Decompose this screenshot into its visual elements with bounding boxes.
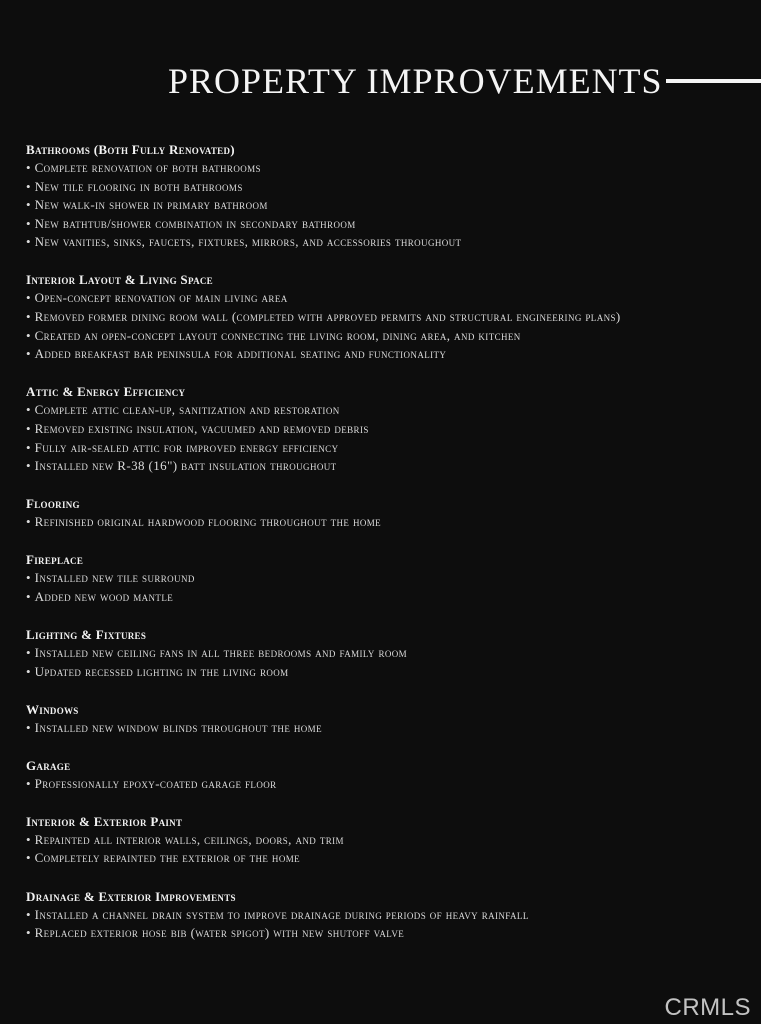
list-item: • Installed new window blinds throughout the home <box>26 719 746 738</box>
list-item: • New vanities, sinks, faucets, fixtures, mirrors, and accessories throughout <box>26 233 746 252</box>
list-item: • Installed new R-38 (16") batt insulation throughout <box>26 457 746 476</box>
section-garage <box>26 756 746 794</box>
section-heading: Drainage & Exterior Improvements <box>26 888 236 904</box>
list-item: • New walk-in shower in primary bathroom <box>26 196 746 215</box>
list-item: • Replaced exterior hose bib (water spigot) with new shutoff valve <box>26 924 746 943</box>
section-heading: Interior & Exterior Paint <box>26 813 183 829</box>
list-item: • Repainted all interior walls, ceilings, doors, and trim <box>26 831 746 850</box>
list-item: • Open-concept renovation of main living area <box>26 289 746 308</box>
list-item: • Removed former dining room wall (completed with approved permits and structural engineering plans) <box>26 308 746 327</box>
section-attic <box>26 382 746 475</box>
section-heading: Interior Layout & Living Space <box>26 272 213 288</box>
section-heading: Fireplace <box>26 552 84 568</box>
list-item: • Professionally epoxy-coated garage floor <box>26 775 746 794</box>
section-flooring <box>26 494 746 532</box>
section-lighting <box>26 625 746 681</box>
list-item: • Installed a channel drain system to improve drainage during periods of heavy rainfall <box>26 906 746 925</box>
improvements-list <box>26 140 746 961</box>
list-item: • Added new wood mantle <box>26 588 746 607</box>
list-item: • Installed new tile surround <box>26 569 746 588</box>
list-item: • New tile flooring in both bathrooms <box>26 178 746 197</box>
section-heading: Windows <box>26 701 79 717</box>
list-item: • Created an open-concept layout connecting the living room, dining area, and kitchen <box>26 327 746 346</box>
list-item: • Installed new ceiling fans in all three bedrooms and family room <box>26 644 746 663</box>
section-heading: Bathrooms (Both Fully Renovated) <box>26 142 235 157</box>
list-item: • Added breakfast bar peninsula for additional seating and functionality <box>26 345 746 364</box>
list-item: • Updated recessed lighting in the living room <box>26 663 746 682</box>
section-windows <box>26 700 746 738</box>
section-interior-layout <box>26 270 746 363</box>
section-drainage <box>26 887 746 943</box>
section-bathrooms <box>26 140 746 252</box>
list-item: • Complete renovation of both bathrooms <box>26 159 746 178</box>
section-heading: Lighting & Fixtures <box>26 627 147 642</box>
crmls-watermark: CRMLS <box>664 994 751 1021</box>
section-heading: Attic & Energy Efficiency <box>26 384 186 400</box>
list-item: • Fully air-sealed attic for improved energy efficiency <box>26 439 746 458</box>
section-heading: Garage <box>26 757 71 773</box>
list-item: • Refinished original hardwood flooring throughout the home <box>26 513 746 532</box>
section-fireplace <box>26 550 746 606</box>
section-heading: Flooring <box>26 496 80 512</box>
page-title: PROPERTY IMPROVEMENTS <box>168 61 663 101</box>
section-paint <box>26 812 746 868</box>
list-item: • New bathtub/shower combination in secondary bathroom <box>26 215 746 234</box>
list-item: • Complete attic clean-up, sanitization and restoration <box>26 401 746 420</box>
title-divider <box>666 79 761 83</box>
list-item: • Completely repainted the exterior of the home <box>26 849 746 868</box>
list-item: • Removed existing insulation, vacuumed and removed debris <box>26 420 746 439</box>
